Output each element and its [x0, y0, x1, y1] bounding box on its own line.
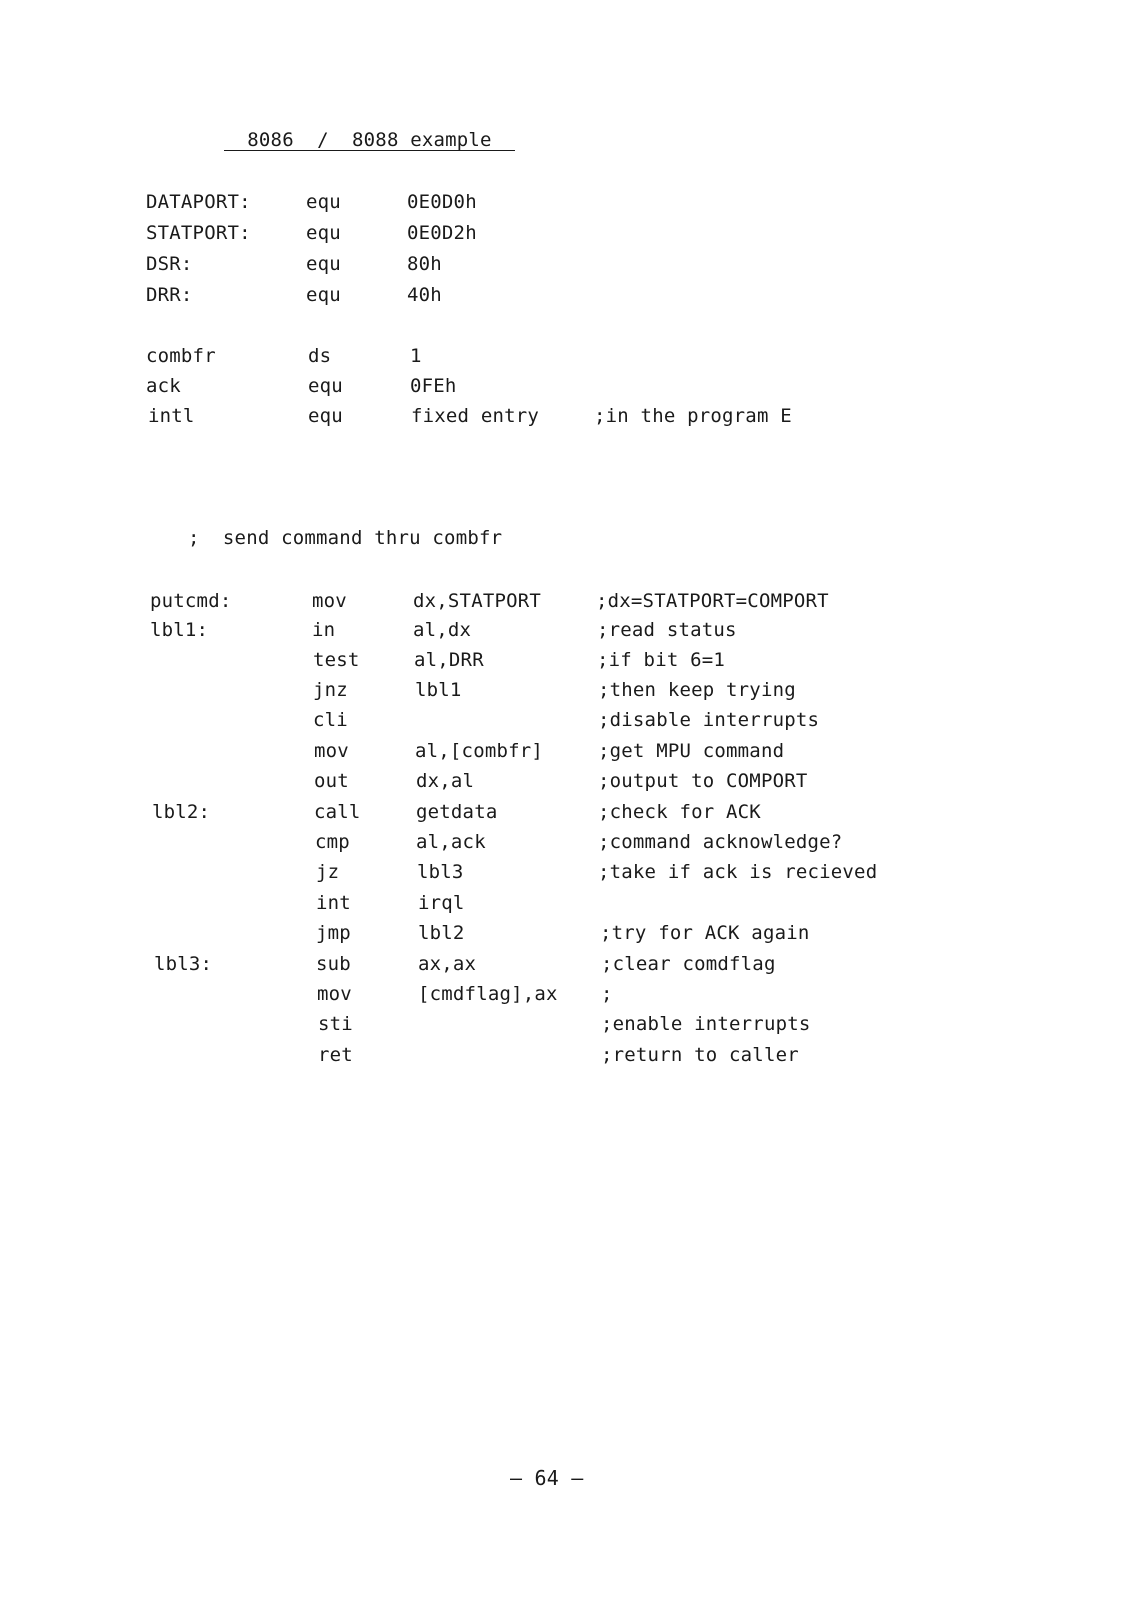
page-title: 8086 / 8088 example [224, 129, 515, 151]
code-op: jmp [316, 922, 351, 944]
def-op: equ [308, 405, 343, 427]
equate-label: DSR: [146, 253, 193, 275]
def-label: combfr [146, 345, 216, 367]
code-arg: irql [418, 892, 465, 914]
code-arg: al,ack [416, 831, 486, 853]
code-arg: lbl3 [417, 861, 464, 883]
code-comment: ;enable interrupts [601, 1013, 811, 1035]
code-op: sub [316, 953, 351, 975]
def-op: ds [308, 345, 332, 367]
code-op: ret [318, 1044, 353, 1066]
equate-label: STATPORT: [146, 222, 251, 244]
equate-value: 0E0D2h [407, 222, 477, 244]
code-comment: ;command acknowledge? [598, 831, 843, 853]
equate-label: DATAPORT: [146, 191, 251, 213]
equate-op: equ [306, 222, 341, 244]
code-comment: ;check for ACK [598, 801, 761, 823]
code-arg: dx,al [416, 770, 475, 792]
def-value: fixed entry [411, 405, 540, 427]
def-label: intl [148, 405, 195, 427]
section-comment: ; send command thru combfr [188, 527, 503, 549]
code-op: int [316, 892, 351, 914]
code-op: out [314, 770, 349, 792]
equate-op: equ [306, 191, 341, 213]
code-comment: ;dx=STATPORT=COMPORT [596, 590, 829, 612]
code-op: sti [318, 1013, 353, 1035]
code-arg: al,[combfr] [415, 740, 544, 762]
code-comment: ; [601, 983, 613, 1005]
equate-op: equ [306, 284, 341, 306]
def-value: 1 [410, 345, 422, 367]
code-comment: ;if bit 6=1 [597, 649, 726, 671]
code-op: cli [313, 709, 348, 731]
code-comment: ;clear comdflag [601, 953, 776, 975]
code-op: cmp [315, 831, 350, 853]
code-arg: al,DRR [414, 649, 484, 671]
def-label: ack [146, 375, 181, 397]
code-arg: al,dx [413, 619, 472, 641]
code-op: test [313, 649, 360, 671]
equate-label: DRR: [146, 284, 193, 306]
equate-value: 80h [407, 253, 442, 275]
code-op: jz [316, 861, 340, 883]
code-comment: ;take if ack is recieved [598, 861, 878, 883]
code-op: call [314, 801, 361, 823]
code-comment: ;try for ACK again [600, 922, 810, 944]
code-op: mov [312, 590, 347, 612]
code-comment: ;disable interrupts [598, 709, 820, 731]
code-arg: lbl1 [415, 679, 462, 701]
equate-value: 40h [407, 284, 442, 306]
code-label: lbl1: [150, 619, 209, 641]
code-arg: getdata [416, 801, 498, 823]
def-op: equ [308, 375, 343, 397]
code-arg: ax,ax [418, 953, 477, 975]
code-op: jnz [313, 679, 348, 701]
code-comment: ;then keep trying [598, 679, 796, 701]
code-label: putcmd: [150, 590, 232, 612]
code-arg: [cmdflag],ax [418, 983, 558, 1005]
page-number: — 64 — [510, 1466, 584, 1490]
def-value: 0FEh [410, 375, 457, 397]
code-comment: ;return to caller [601, 1044, 799, 1066]
code-comment: ;get MPU command [598, 740, 785, 762]
code-label: lbl2: [152, 801, 211, 823]
code-op: in [312, 619, 336, 641]
equate-value: 0E0D0h [407, 191, 477, 213]
def-comment: ;in the program E [594, 405, 792, 427]
code-comment: ;output to COMPORT [598, 770, 808, 792]
code-arg: lbl2 [418, 922, 465, 944]
code-arg: dx,STATPORT [413, 590, 542, 612]
code-label: lbl3: [154, 953, 213, 975]
equate-op: equ [306, 253, 341, 275]
code-op: mov [317, 983, 352, 1005]
code-comment: ;read status [597, 619, 737, 641]
code-op: mov [314, 740, 349, 762]
